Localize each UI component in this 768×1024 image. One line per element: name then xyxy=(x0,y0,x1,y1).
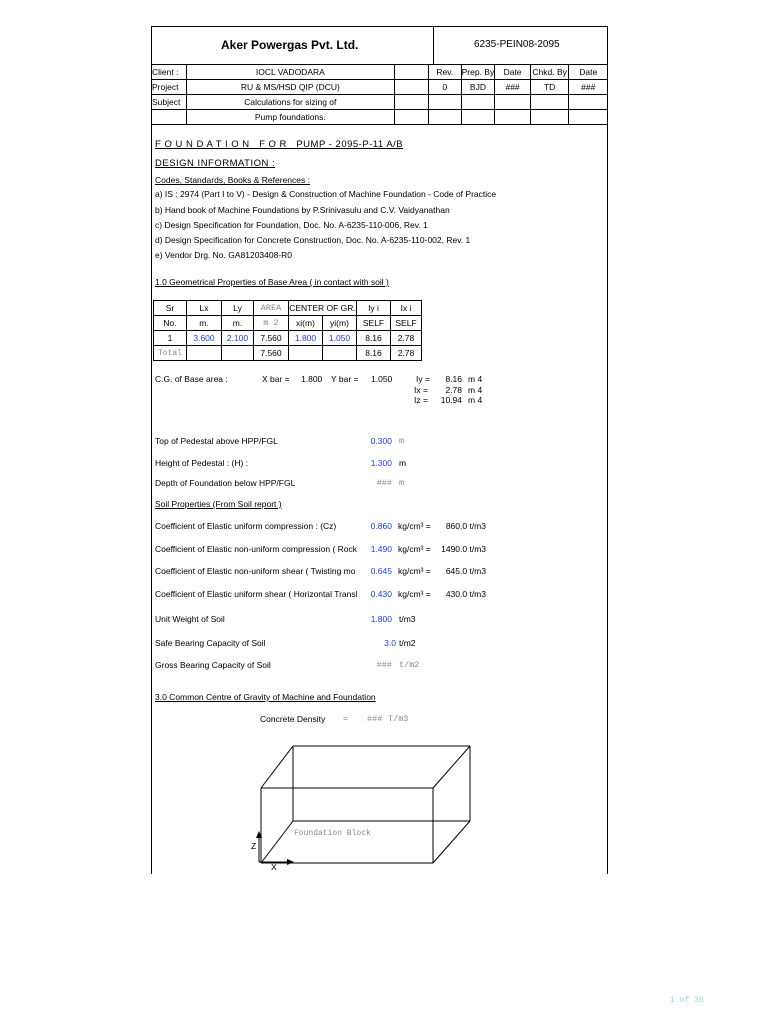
geo-h-lx: Lx xyxy=(187,301,222,316)
geo-h2-yi: yi(m) xyxy=(323,316,357,331)
soil-heading: Soil Properties (From Soil report ) xyxy=(155,499,282,509)
soil-value: 0.430 xyxy=(370,589,392,599)
geo-h-cg: CENTER OF GR. xyxy=(289,301,357,316)
iz-value: 10.94 xyxy=(440,395,462,405)
geo-h2-no: No. xyxy=(154,316,187,331)
depth-foundation-label: Depth of Foundation below HPP/FGL xyxy=(155,478,296,488)
xbar-value: 1.800 xyxy=(301,374,323,384)
soil-label: Coefficient of Elastic uniform compression : (Cz) xyxy=(155,521,337,531)
sbc-value: 3.0 xyxy=(384,638,396,648)
top-pedestal-value: 0.300 xyxy=(370,436,392,446)
axis-z-label: Z xyxy=(251,841,257,851)
date-value: ### xyxy=(495,80,531,95)
depth-foundation-value: ### xyxy=(376,478,392,488)
unit-weight-label: Unit Weight of Soil xyxy=(155,614,225,624)
height-pedestal-label: Height of Pedestal : (H) : xyxy=(155,458,249,468)
design-info-heading: DESIGN INFORMATION : xyxy=(155,158,276,169)
soil-label: Coefficient of Elastic non-uniform compression ( Rock xyxy=(155,544,358,554)
client-value: IOCL VADODARA xyxy=(186,65,394,80)
soil-value: 0.860 xyxy=(370,521,392,531)
block-bottom-right-edge xyxy=(433,821,470,863)
x-axis-arrow-icon xyxy=(287,859,294,865)
sbc-unit: t/m2 xyxy=(399,638,416,648)
soil-label: Coefficient of Elastic uniform shear ( Horizontal Transl xyxy=(155,589,358,599)
reference-c: c) Design Specification for Foundation, Doc. No. A-6235-110-006, Rev. 1 xyxy=(155,220,428,230)
soil-conv: 860.0 t/m3 xyxy=(445,521,486,531)
document-number: 6235-PEIN08-2095 xyxy=(474,39,560,50)
soil-conv: 430.0 t/m3 xyxy=(445,589,486,599)
concrete-density-eq: = xyxy=(343,714,349,724)
geo-cell: 1.800 xyxy=(289,331,323,346)
geo-cell: 3.600 xyxy=(187,331,222,346)
project-value: RU & MS/HSD QIP (DCU) xyxy=(186,80,394,95)
iy-label: Iy = xyxy=(416,374,430,384)
geometry-table xyxy=(153,300,422,361)
codes-heading: Codes, Standards, Books & References : xyxy=(155,175,310,185)
sheet-left-border xyxy=(151,26,152,874)
geo-h-area: AREA xyxy=(254,301,289,316)
height-pedestal-value: 1.300 xyxy=(370,458,392,468)
prep-label: Prep. By xyxy=(461,65,495,80)
ix-unit: m 4 xyxy=(468,385,483,395)
reference-b: b) Hand book of Machine Foundations by P.Srinivasulu and C.V. Vaidyanathan xyxy=(155,205,450,215)
company-name: Aker Powergas Pvt. Ltd. xyxy=(221,38,359,52)
sheet-right-border xyxy=(607,26,608,874)
soil-conv: 645.0 t/m3 xyxy=(445,566,486,576)
concrete-density-unit: T/m3 xyxy=(388,714,409,724)
geo-total-cell: 7.560 xyxy=(254,346,289,361)
geo-h2-iy-self: SELF xyxy=(357,316,391,331)
geo-h2-area-unit: m 2 xyxy=(254,316,289,331)
geo-h2-ix-self: SELF xyxy=(391,316,422,331)
date2-label: Date xyxy=(569,65,608,80)
soil-value: 1.490 xyxy=(370,544,392,554)
unit-weight-unit: t/m3 xyxy=(399,614,416,624)
chkd-label: Chkd. By xyxy=(530,65,569,80)
concrete-density-value: ### xyxy=(367,714,383,724)
subject-value-2: Pump foundations. xyxy=(186,110,394,125)
geo-cell: 1 xyxy=(154,331,187,346)
geo-h-ly: Ly xyxy=(222,301,254,316)
prep-value: BJD xyxy=(461,80,495,95)
geo-cell: 1.050 xyxy=(323,331,357,346)
geo-h2-xi: xi(m) xyxy=(289,316,323,331)
geo-h2-lx-unit: m. xyxy=(187,316,222,331)
gbc-unit: t/m2 xyxy=(399,660,420,670)
ix-value: 2.78 xyxy=(445,385,462,395)
sheet-top-border xyxy=(151,26,608,27)
rev-label: Rev. xyxy=(428,65,461,80)
foundation-block-label: Foundation Block xyxy=(294,829,371,838)
subject-value-1: Calculations for sizing of xyxy=(186,95,394,110)
soil-unit: kg/cm³ = xyxy=(398,521,431,531)
chkd-value: TD xyxy=(530,80,569,95)
top-pedestal-unit: m xyxy=(399,436,405,446)
geo-h2-ly-unit: m. xyxy=(222,316,254,331)
block-top-left-edge xyxy=(261,746,293,788)
geo-cell: 8.16 xyxy=(357,331,391,346)
ybar-value: 1.050 xyxy=(371,374,393,384)
height-pedestal-unit: m xyxy=(399,458,407,468)
subject-label: Subject xyxy=(152,95,187,110)
geo-cell: 2.100 xyxy=(222,331,254,346)
block-top-right-edge xyxy=(433,746,470,788)
geometry-heading: 1.0 Geometrical Properties of Base Area ( in contact with soil ) xyxy=(155,277,389,287)
iy-unit: m 4 xyxy=(468,374,483,384)
geo-cell: 7.560 xyxy=(254,331,289,346)
depth-foundation-unit: m xyxy=(399,478,405,488)
project-label: Project xyxy=(152,80,187,95)
client-label: Client : xyxy=(152,65,187,80)
soil-unit: kg/cm³ = xyxy=(398,589,431,599)
block-hidden-depth-edge xyxy=(261,821,293,863)
axis-x-label: X xyxy=(271,862,277,872)
xbar-label: X bar = xyxy=(262,374,290,384)
reference-d: d) Design Specification for Concrete Construction, Doc. No. A-6235-110-002, Rev. 1 xyxy=(155,235,471,245)
iy-value: 8.16 xyxy=(445,374,462,384)
geo-total-label: Total xyxy=(154,346,187,361)
concrete-density-label: Concrete Density xyxy=(260,714,326,724)
soil-unit: kg/cm³ = xyxy=(398,544,431,554)
iz-label: Iz = xyxy=(414,395,428,405)
geo-total-cell: 8.16 xyxy=(357,346,391,361)
foundation-title: F O U N D A T I O N F O R PUMP - 2095-P-11 A/B xyxy=(155,139,404,150)
rev-value: 0 xyxy=(428,80,461,95)
sbc-label: Safe Bearing Capacity of Soil xyxy=(155,638,266,648)
geo-h-sr: Sr xyxy=(154,301,187,316)
soil-unit: kg/cm³ = xyxy=(398,566,431,576)
cg-machine-heading: 3.0 Common Centre of Gravity of Machine and Foundation xyxy=(155,692,376,702)
page-number: 1 of 38 xyxy=(670,996,704,1005)
gbc-value: ### xyxy=(376,660,392,670)
foundation-block-drawing xyxy=(245,738,480,874)
header-info-table xyxy=(151,64,608,125)
unit-weight-value: 1.800 xyxy=(370,614,392,624)
date2-value: ### xyxy=(569,80,608,95)
top-pedestal-label: Top of Pedestal above HPP/FGL xyxy=(155,436,278,446)
gbc-label: Gross Bearing Capacity of Soil xyxy=(155,660,271,670)
cg-label: C.G. of Base area : xyxy=(155,374,228,384)
ybar-label: Y bar = xyxy=(331,374,359,384)
geo-h-iy: Iy i xyxy=(357,301,391,316)
geo-total-cell: 2.78 xyxy=(391,346,422,361)
iz-unit: m 4 xyxy=(468,395,483,405)
soil-label: Coefficient of Elastic non-uniform shear ( Twisting mo xyxy=(155,566,356,576)
reference-a: a) IS : 2974 (Part I to V) - Design & Construction of Machine Foundation - Code of Practice xyxy=(155,189,497,199)
geo-h-ix: Ix i xyxy=(391,301,422,316)
soil-value: 0.645 xyxy=(370,566,392,576)
sheet-header-divider xyxy=(433,26,434,64)
reference-e: e) Vendor Drg. No. GA81203408-R0 xyxy=(155,250,293,260)
soil-conv: 1490.0 t/m3 xyxy=(441,544,486,554)
geo-cell: 2.78 xyxy=(391,331,422,346)
date-label: Date xyxy=(495,65,531,80)
ix-label: Ix = xyxy=(414,385,428,395)
